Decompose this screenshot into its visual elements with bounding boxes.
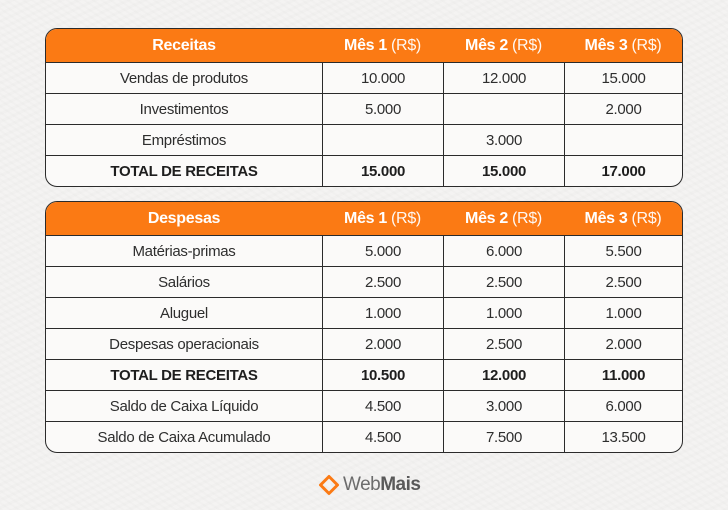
cell-mes-2: 1.000 bbox=[443, 298, 564, 328]
webmais-logo-icon bbox=[318, 474, 340, 496]
header-label: Mês 1 bbox=[344, 209, 388, 227]
header-label: Mês 3 bbox=[584, 36, 628, 54]
logo-text-bold: Mais bbox=[380, 474, 421, 495]
row-label: Saldo de Caixa Líquido bbox=[109, 397, 259, 415]
row-label: Empréstimos bbox=[141, 131, 227, 149]
logo-text-light: Web bbox=[343, 474, 381, 495]
row-label: Despesas operacionais bbox=[109, 335, 259, 353]
table-row bbox=[46, 421, 682, 452]
cell-mes-2: 15.000 bbox=[443, 156, 564, 186]
cell-mes-3: 1.000 bbox=[564, 298, 682, 328]
cell-mes-1: 15.000 bbox=[322, 156, 443, 186]
header-label: Mês 1 bbox=[344, 36, 388, 54]
cell-mes-2: 7.500 bbox=[443, 422, 564, 452]
cell-mes-2: 2.500 bbox=[443, 329, 564, 359]
cell-mes-2: 3.000 bbox=[443, 125, 564, 155]
cell-mes-3: 11.000 bbox=[564, 360, 682, 390]
table-header bbox=[46, 202, 682, 235]
header-unit: (R$) bbox=[512, 36, 542, 54]
header-label: Mês 2 bbox=[465, 209, 509, 227]
cell-mes-1: 4.500 bbox=[322, 391, 443, 421]
header-mes-1 bbox=[322, 202, 443, 235]
table-row bbox=[46, 62, 682, 93]
header-receitas: Receitas bbox=[152, 36, 216, 54]
cell-mes-1: 2.500 bbox=[322, 267, 443, 297]
cell-mes-3: 5.500 bbox=[564, 236, 682, 266]
header-mes-2 bbox=[443, 202, 564, 235]
header-unit: (R$) bbox=[631, 36, 662, 54]
table-row bbox=[46, 297, 682, 328]
cell-mes-1: 10.500 bbox=[322, 360, 443, 390]
cell-mes-1: 5.000 bbox=[322, 236, 443, 266]
table-row bbox=[46, 124, 682, 155]
table-row bbox=[46, 235, 682, 266]
row-label: TOTAL DE RECEITAS bbox=[110, 366, 258, 384]
cell-mes-3: 13.500 bbox=[564, 422, 682, 452]
cell-mes-3 bbox=[564, 125, 682, 155]
row-label: TOTAL DE RECEITAS bbox=[110, 162, 258, 180]
cell-mes-3: 2.500 bbox=[564, 267, 682, 297]
header-mes-1 bbox=[322, 29, 443, 62]
cell-mes-3: 2.000 bbox=[564, 329, 682, 359]
row-label: Investimentos bbox=[139, 100, 229, 118]
cell-mes-3: 17.000 bbox=[564, 156, 682, 186]
cell-mes-2: 3.000 bbox=[443, 391, 564, 421]
cell-mes-2: 12.000 bbox=[443, 360, 564, 390]
header-mes-2 bbox=[443, 29, 564, 62]
table-row bbox=[46, 93, 682, 124]
cell-mes-3: 2.000 bbox=[564, 94, 682, 124]
row-label: Matérias-primas bbox=[132, 242, 236, 260]
table-row bbox=[46, 328, 682, 359]
row-label: Vendas de produtos bbox=[119, 69, 249, 87]
cell-mes-3: 15.000 bbox=[564, 63, 682, 93]
despesas-table bbox=[45, 201, 683, 453]
row-label: Aluguel bbox=[160, 304, 208, 322]
header-mes-3 bbox=[564, 29, 682, 62]
header-label: Mês 3 bbox=[584, 209, 628, 227]
header-despesas: Despesas bbox=[147, 209, 221, 227]
table-header bbox=[46, 29, 682, 62]
webmais-logo bbox=[318, 472, 420, 498]
header-unit: (R$) bbox=[512, 209, 542, 227]
cell-mes-2: 6.000 bbox=[443, 236, 564, 266]
table-row bbox=[46, 390, 682, 421]
receitas-table bbox=[45, 28, 683, 187]
row-label: Salários bbox=[158, 273, 210, 291]
header-mes-3 bbox=[564, 202, 682, 235]
cell-mes-1: 4.500 bbox=[322, 422, 443, 452]
logo-text bbox=[343, 474, 420, 496]
header-label: Mês 2 bbox=[465, 36, 509, 54]
total-row bbox=[46, 155, 682, 186]
cell-mes-1: 2.000 bbox=[322, 329, 443, 359]
header-unit: (R$) bbox=[631, 209, 662, 227]
table-row bbox=[46, 266, 682, 297]
header-unit: (R$) bbox=[391, 36, 421, 54]
cell-mes-2: 2.500 bbox=[443, 267, 564, 297]
cell-mes-1 bbox=[322, 125, 443, 155]
cell-mes-2: 12.000 bbox=[443, 63, 564, 93]
cell-mes-3: 6.000 bbox=[564, 391, 682, 421]
row-label: Saldo de Caixa Acumulado bbox=[97, 428, 271, 446]
total-row bbox=[46, 359, 682, 390]
cell-mes-1: 10.000 bbox=[322, 63, 443, 93]
header-unit: (R$) bbox=[391, 209, 421, 227]
cell-mes-2 bbox=[443, 94, 564, 124]
cell-mes-1: 5.000 bbox=[322, 94, 443, 124]
cell-mes-1: 1.000 bbox=[322, 298, 443, 328]
